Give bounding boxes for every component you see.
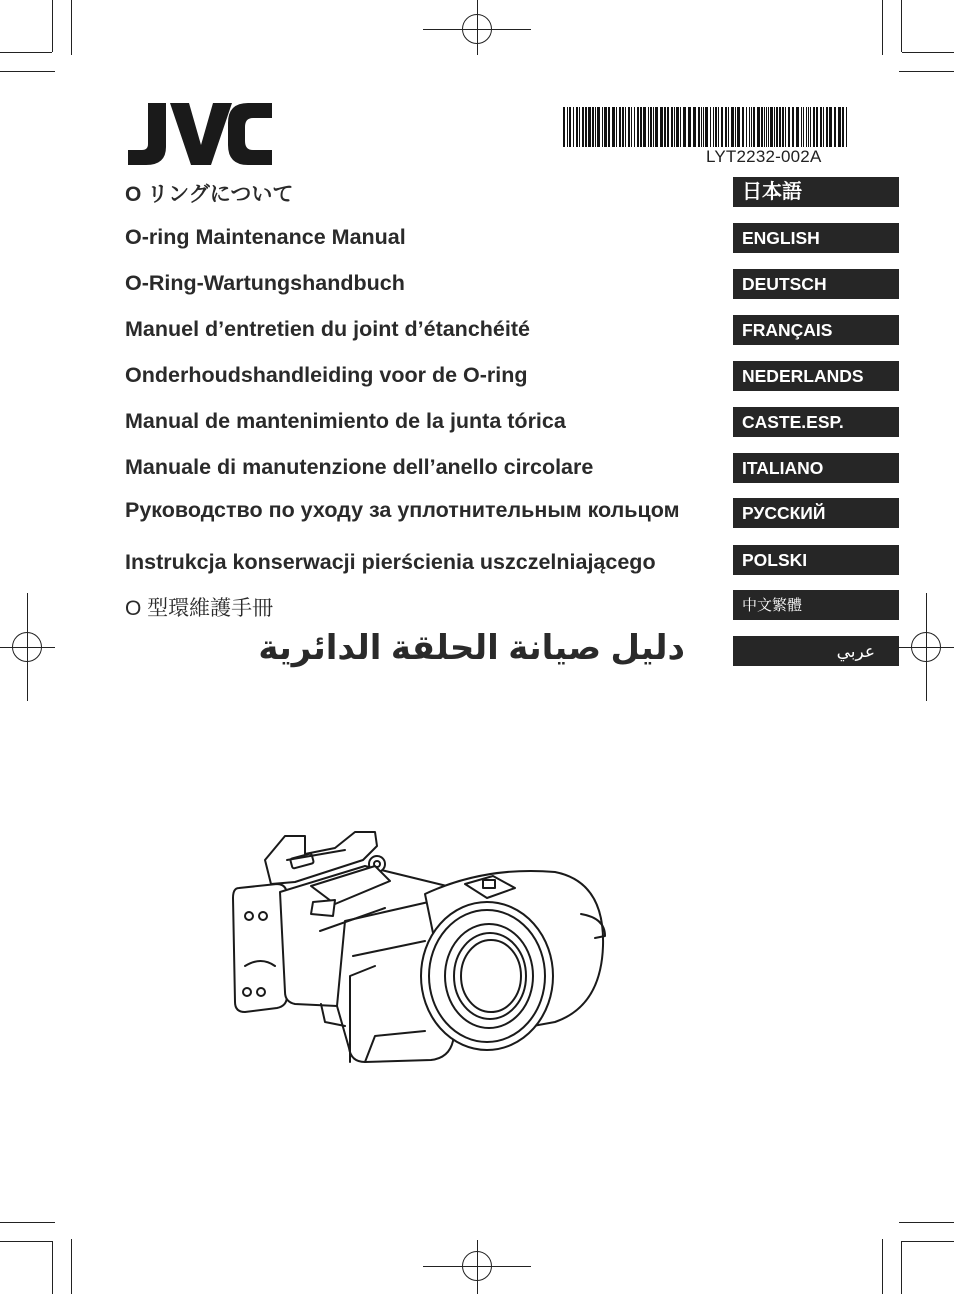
- tab-russian[interactable]: РУССКИЙ: [733, 498, 899, 528]
- title-japanese: O リングについて: [125, 183, 294, 206]
- camera-housing-illustration: [225, 826, 615, 1071]
- tab-polski[interactable]: POLSKI: [733, 545, 899, 575]
- title-dutch: Onderhoudshandleiding voor de O-ring: [125, 363, 528, 387]
- jvc-logo: [126, 103, 272, 165]
- title-polish: Instrukcja konserwacji pierścienia uszczelniającego: [125, 550, 656, 574]
- title-chinese: O 型環維護手冊: [125, 597, 274, 620]
- title-russian: Руководство по уходу за уплотнительным кольцом: [125, 498, 680, 522]
- tab-castellano[interactable]: CASTE.ESP.: [733, 407, 899, 437]
- tab-japanese[interactable]: 日本語: [733, 177, 899, 207]
- title-english: O-ring Maintenance Manual: [125, 225, 406, 249]
- tab-deutsch[interactable]: DEUTSCH: [733, 269, 899, 299]
- barcode: [563, 107, 847, 147]
- document-code: LYT2232-002A: [706, 147, 822, 166]
- title-german: O-Ring-Wartungshandbuch: [125, 271, 405, 295]
- tab-chinese[interactable]: 中文繁體: [733, 590, 899, 620]
- tab-francais[interactable]: FRANÇAIS: [733, 315, 899, 345]
- tab-english[interactable]: ENGLISH: [733, 223, 899, 253]
- title-italian: Manuale di manutenzione dell’anello circolare: [125, 455, 594, 479]
- tab-arabic[interactable]: عربي: [733, 636, 899, 666]
- title-arabic: دليل صيانة الحلقة الدائرية: [258, 629, 685, 667]
- tab-nederlands[interactable]: NEDERLANDS: [733, 361, 899, 391]
- title-french: Manuel d’entretien du joint d’étanchéité: [125, 317, 530, 341]
- title-spanish: Manual de mantenimiento de la junta tórica: [125, 409, 566, 433]
- tab-italiano[interactable]: ITALIANO: [733, 453, 899, 483]
